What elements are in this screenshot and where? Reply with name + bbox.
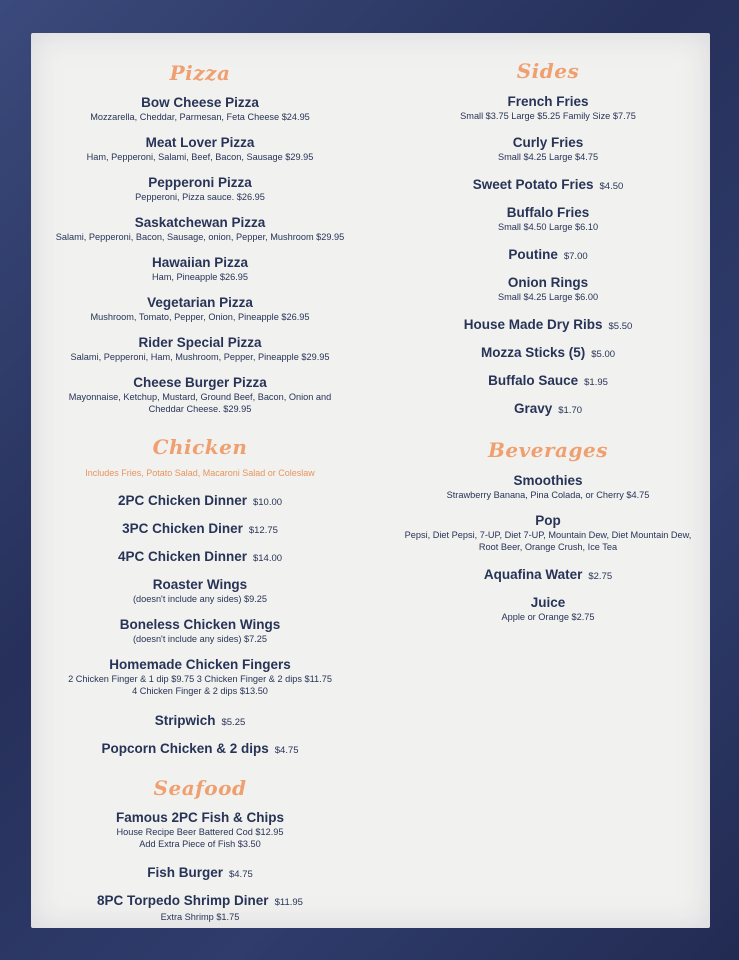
menu-item-homemade-chicken-fingers — [31, 657, 369, 697]
menu-item-buffalo-fries — [389, 205, 707, 233]
item-description: Pepperoni, Pizza sauce. $26.95 — [135, 192, 265, 202]
menu-item-vegetarian-pizza — [31, 295, 369, 323]
menu-item-rider-special-pizza — [31, 335, 369, 363]
menu-item-meat-lover-pizza — [31, 135, 369, 163]
item-name: Rider Special Pizza — [138, 335, 262, 350]
item-name: Famous 2PC Fish & Chips — [115, 810, 285, 825]
item-price: $5.50 — [608, 321, 633, 332]
item-name: Vegetarian Pizza — [147, 295, 253, 310]
item-description: Small $4.25 Large $6.00 — [497, 292, 599, 302]
item-price: $14.00 — [252, 553, 283, 564]
item-description: Apple or Orange $2.75 — [501, 612, 595, 622]
item-name: Buffalo Fries — [506, 205, 590, 220]
item-description: (doesn't include any sides) $7.25 — [132, 634, 268, 644]
item-description: Small $3.75 Large $5.25 Family Size $7.75 — [460, 111, 636, 121]
item-description: Mayonnaise, Ketchup, Mustard, Ground Beef, Bacon, Onion and — [68, 392, 332, 402]
item-price: $5.25 — [221, 717, 246, 728]
item-price: $1.70 — [558, 405, 583, 416]
item-name: Saskatchewan Pizza — [134, 215, 266, 230]
menu-item-roaster-wings — [31, 577, 369, 605]
menu-item-2pc-chicken-dinner — [31, 493, 369, 511]
menu-item-pepperoni-pizza — [31, 175, 369, 203]
menu-item-saskatchewan-pizza — [31, 215, 369, 243]
item-name: French Fries — [507, 94, 589, 109]
item-price: $12.75 — [248, 525, 278, 536]
item-name: House Made Dry Ribs $5.50 — [463, 317, 633, 332]
item-name: Pepperoni Pizza — [148, 175, 252, 190]
item-name: Cheese Burger Pizza — [133, 375, 267, 390]
item-description: 2 Chicken Finger & 1 dip $9.75 3 Chicken Finger & 2 dips $11.75 — [68, 674, 332, 684]
item-description: Ham, Pepperoni, Salami, Beef, Bacon, Sausage $29.95 — [86, 152, 314, 162]
item-name: Boneless Chicken Wings — [119, 617, 281, 632]
menu-item-juice — [389, 595, 707, 623]
pizza-heading: Pizza — [169, 61, 231, 85]
item-name: Popcorn Chicken & 2 dips $4.75 — [101, 741, 299, 756]
item-description-line-2: 4 Chicken Finger & 2 dips $13.50 — [132, 686, 268, 696]
item-name: Gravy $1.70 — [513, 401, 583, 416]
item-name: Hawaiian Pizza — [151, 255, 249, 270]
item-name: 3PC Chicken Diner $12.75 — [122, 521, 278, 536]
menu-item-3pc-chicken-diner — [31, 521, 369, 539]
item-description-line-2: Root Beer, Orange Crush, Ice Tea — [478, 542, 618, 552]
item-name: Buffalo Sauce $1.95 — [488, 373, 608, 388]
item-description: Pepsi, Diet Pepsi, 7-UP, Diet 7-UP, Mountain Dew, Diet Mountain Dew, — [404, 530, 692, 540]
item-description: Ham, Pineapple $26.95 — [151, 272, 249, 282]
item-name: Curly Fries — [512, 135, 584, 150]
item-name: Sweet Potato Fries $4.50 — [472, 177, 624, 192]
menu-item-aquafina-water — [389, 567, 707, 585]
item-description: Small $4.25 Large $4.75 — [497, 152, 599, 162]
menu-item-pop — [389, 513, 707, 553]
menu-item-sweet-potato-fries — [389, 177, 707, 195]
menu-item-buffalo-sauce — [389, 373, 707, 391]
item-name: Meat Lover Pizza — [145, 135, 255, 150]
menu-item-gravy — [389, 401, 707, 419]
item-name: Smoothies — [513, 473, 583, 488]
menu-item-boneless-chicken-wings — [31, 617, 369, 645]
item-price: $1.95 — [584, 377, 608, 388]
menu-item-bow-cheese-pizza — [31, 95, 369, 123]
menu-item-fish-burger — [31, 865, 369, 883]
item-description: House Recipe Beer Battered Cod $12.95 — [116, 827, 284, 837]
item-name: Mozza Sticks (5) $5.00 — [480, 345, 616, 360]
item-description-line-2: Cheddar Cheese. $29.95 — [148, 404, 252, 414]
menu-item-french-fries — [389, 94, 707, 122]
item-description: Salami, Pepperoni, Ham, Mushroom, Pepper, Pineapple $29.95 — [70, 352, 330, 362]
item-description-line-2: Add Extra Piece of Fish $3.50 — [139, 839, 261, 849]
item-description: Mushroom, Tomato, Pepper, Onion, Pineapple $26.95 — [90, 312, 310, 322]
item-description: Extra Shrimp $1.75 — [160, 912, 240, 922]
item-name: Fish Burger $4.75 — [147, 865, 253, 880]
item-name: Bow Cheese Pizza — [141, 95, 259, 110]
item-name: 8PC Torpedo Shrimp Diner $11.95 — [97, 893, 303, 908]
item-name: Stripwich $5.25 — [154, 713, 246, 728]
item-name: Onion Rings — [507, 275, 589, 290]
item-description: Small $4.50 Large $6.10 — [497, 222, 599, 232]
item-price: $4.50 — [599, 181, 624, 192]
item-name: 4PC Chicken Dinner $14.00 — [117, 549, 283, 564]
item-name: Poutine $7.00 — [508, 247, 588, 262]
item-price: $2.75 — [588, 571, 613, 582]
item-price: $10.00 — [252, 497, 283, 508]
menu-item-stripwich — [31, 713, 369, 731]
menu-item-fish-and-chips — [31, 810, 369, 850]
menu-item-poutine — [389, 247, 707, 265]
item-price: $11.95 — [274, 897, 303, 908]
menu-item-dry-ribs — [389, 317, 707, 335]
item-description: Strawberry Banana, Pina Colada, or Cherry $4.75 — [446, 490, 650, 500]
item-price: $4.75 — [228, 869, 253, 880]
chicken-heading: Chicken — [152, 435, 248, 459]
menu-item-smoothies — [389, 473, 707, 501]
menu-item-mozza-sticks — [389, 345, 707, 363]
item-name: Homemade Chicken Fingers — [109, 657, 291, 672]
item-name: 2PC Chicken Dinner $10.00 — [117, 493, 283, 508]
item-name: Juice — [530, 595, 566, 610]
item-price: $7.00 — [563, 251, 588, 262]
menu-item-torpedo-shrimp-diner — [31, 893, 369, 923]
item-name: Pop — [535, 513, 561, 528]
item-description: Mozzarella, Cheddar, Parmesan, Feta Cheese $24.95 — [90, 112, 310, 122]
menu-item-hawaiian-pizza — [31, 255, 369, 283]
menu-page — [31, 33, 710, 928]
chicken-sides-note: Includes Fries, Potato Salad, Macaroni Salad or Coleslaw — [85, 468, 315, 478]
item-name: Roaster Wings — [152, 577, 248, 592]
item-name: Aquafina Water $2.75 — [483, 567, 613, 582]
beverages-heading: Beverages — [488, 438, 608, 462]
menu-item-onion-rings — [389, 275, 707, 303]
item-description: (doesn't include any sides) $9.25 — [132, 594, 268, 604]
menu-item-curly-fries — [389, 135, 707, 163]
seafood-heading: Seafood — [153, 776, 247, 800]
sides-heading: Sides — [516, 59, 580, 83]
menu-item-popcorn-chicken — [31, 741, 369, 759]
item-price: $5.00 — [591, 349, 616, 360]
menu-item-cheese-burger-pizza — [31, 375, 369, 415]
item-description: Salami, Pepperoni, Bacon, Sausage, onion, Pepper, Mushroom $29.95 — [55, 232, 345, 242]
menu-item-4pc-chicken-dinner — [31, 549, 369, 567]
item-price: $4.75 — [274, 745, 299, 756]
